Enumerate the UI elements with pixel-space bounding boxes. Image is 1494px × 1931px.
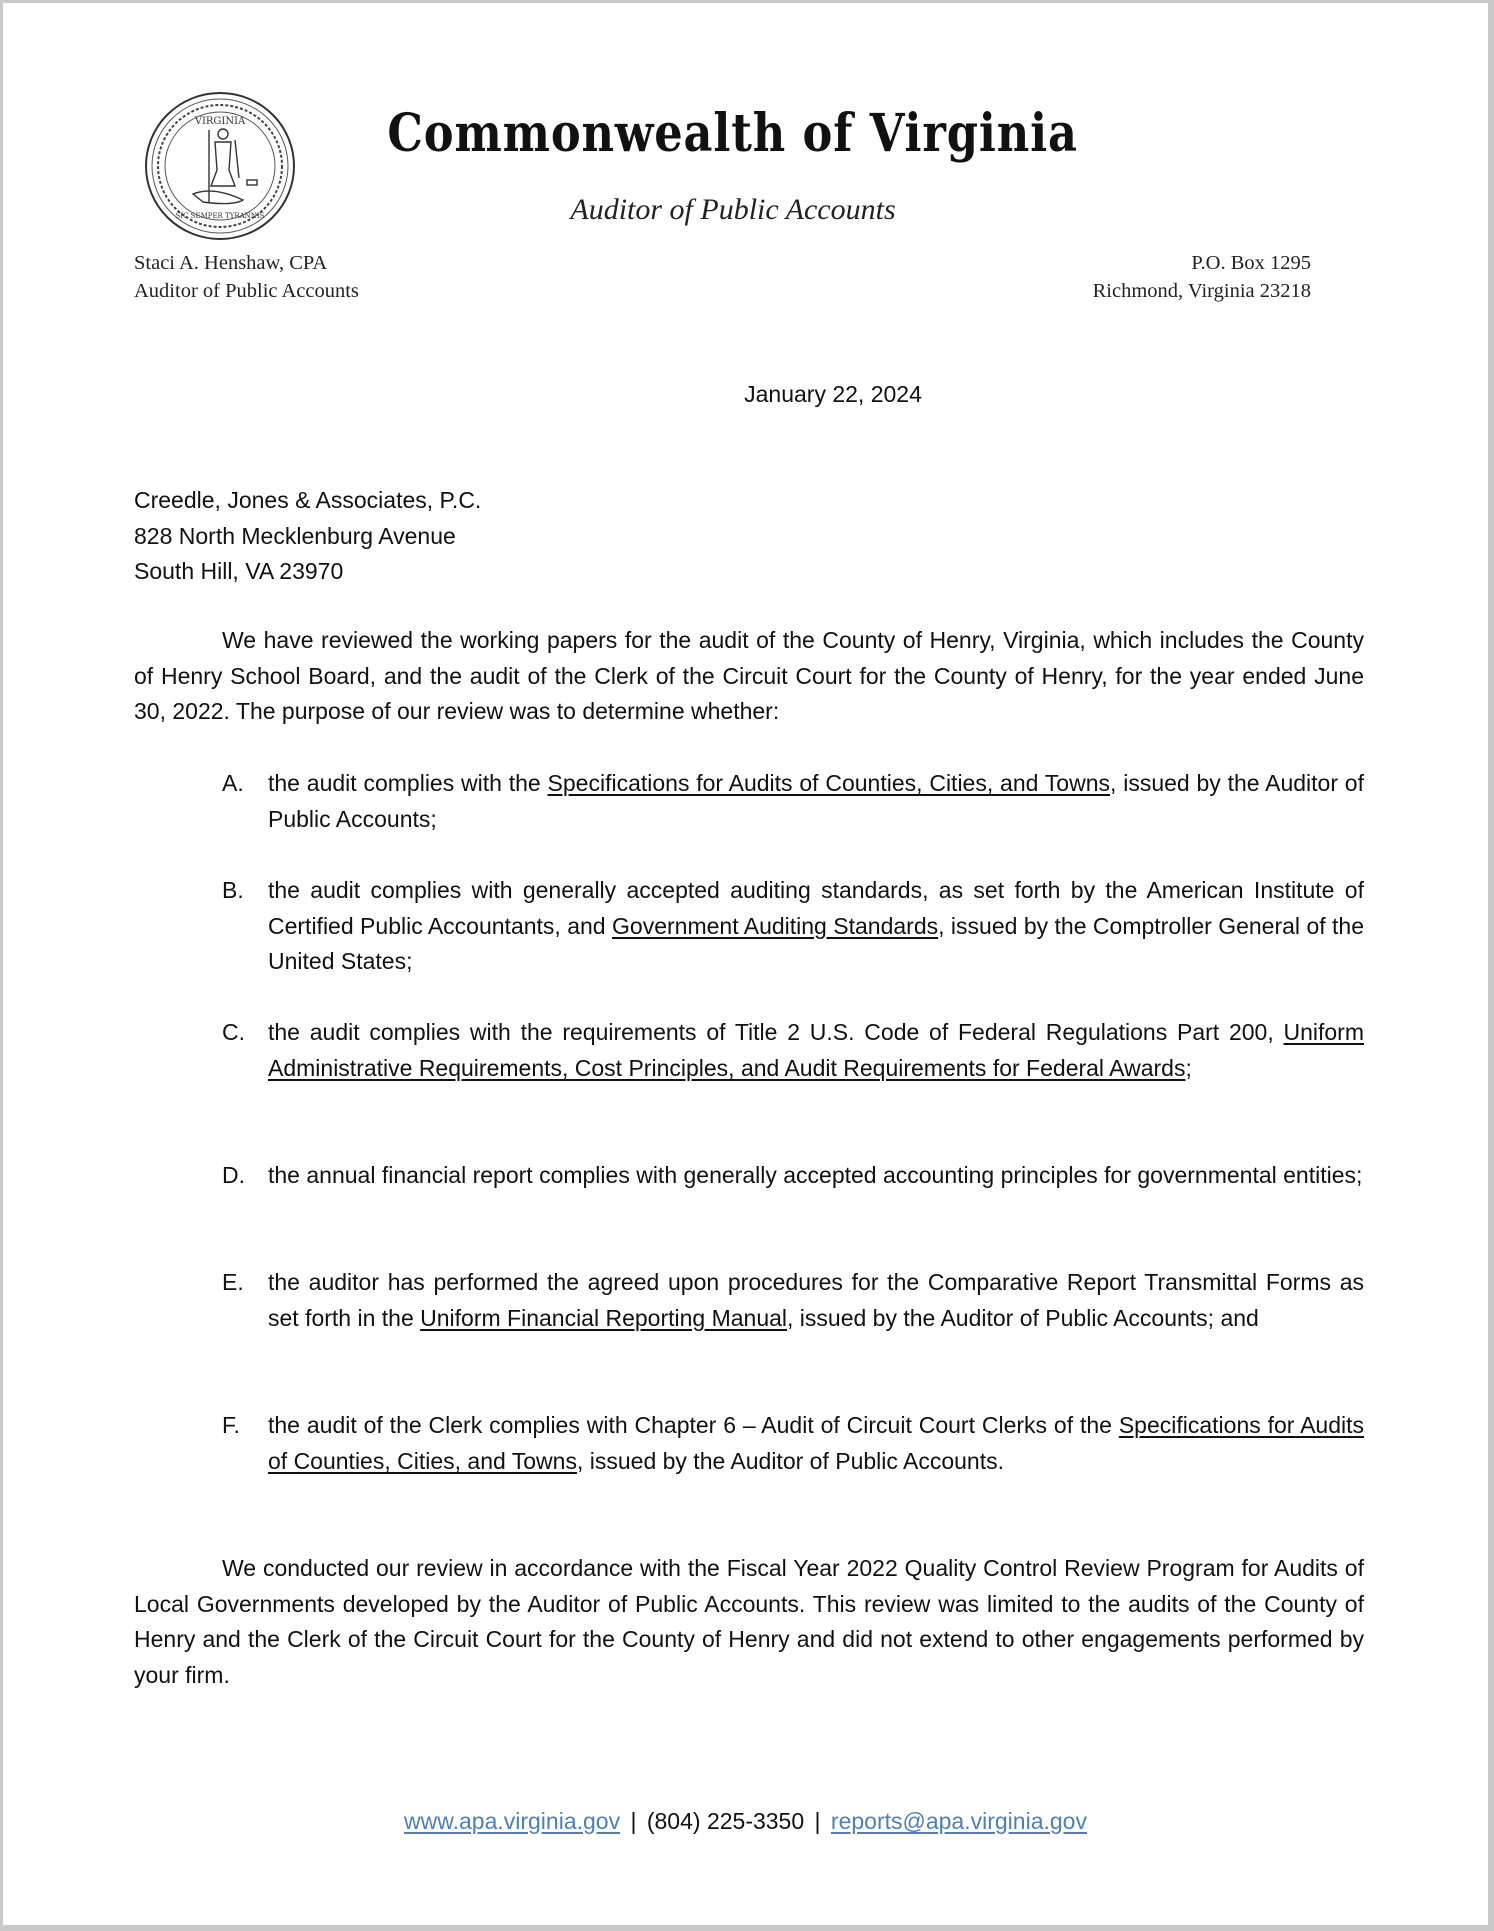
footer-contact [3,1808,1488,1835]
auditor-title: Auditor of Public Accounts [134,280,359,302]
list-item-text-end: , issued by the Auditor of Public Accounts; and [787,1304,1259,1331]
publication-title: Specifications for Audits of Counties, Cities, and Towns [268,1412,1364,1474]
list-item-label: D. [222,1162,245,1188]
addressee-firm: Creedle, Jones & Associates, P.C. [134,487,482,513]
list-item-label: B. [222,877,244,903]
addressee-block [134,483,481,590]
intro-paragraph [134,623,1364,730]
publication-title: Uniform Financial Reporting Manual [420,1304,788,1331]
footer-separator: | [630,1808,637,1834]
publication-title: Uniform Administrative Requirements, Cost Principles, and Audit Requirements for Federal Awards [268,1019,1364,1081]
list-item-label: A. [222,770,244,796]
website-link[interactable]: www.apa.virginia.gov [404,1808,621,1834]
po-box: P.O. Box 1295 [1191,252,1311,274]
addressee-street: 828 North Mecklenburg Avenue [134,522,456,549]
list-item-text: the annual financial report complies with generally accepted accounting principles for governmental entities; [268,1162,1363,1188]
footer-separator: | [814,1808,821,1834]
list-item-text: the audit of the Clerk complies with Chapter 6 – Audit of Circuit Court Clerks of the [268,1412,1119,1438]
letter-date: January 22, 2024 [744,381,922,407]
list-item-text-end: ; [1185,1054,1192,1081]
list-item-text: the audit complies with generally accepted auditing standards, as set forth by the American Institute of Certified Public Accountants, and [268,877,1364,939]
seal-top-text: VIRGINIA [194,116,246,127]
letterhead-subtitle: Auditor of Public Accounts [570,193,896,226]
list-item [222,1015,1364,1086]
letterhead-title: Commonwealth of Virginia [387,103,1078,164]
list-item-text-end: , issued by the Auditor of Public Accounts. [576,1447,1004,1474]
closing-paragraph [134,1551,1364,1694]
list-item-text: the audit complies with the [268,770,548,796]
publication-title: Specifications for Audits of Counties, Cities, and Towns [547,770,1111,796]
list-item-text-end: , issued by the Comptroller General of the United States; [268,912,1365,975]
list-item-text: the audit complies with the requirements of Title 2 U.S. Code of Federal Regulations Part 200, [268,1019,1284,1045]
publication-title: Government Auditing Standards [612,912,939,939]
list-item [222,1158,1364,1194]
list-item [222,766,1364,837]
letter-page [3,3,1488,1925]
auditor-name: Staci A. Henshaw, CPA [134,252,328,274]
list-item-label: F. [222,1412,240,1438]
closing-paragraph-text: We conducted our review in accordance with the Fiscal Year 2022 Quality Control Review Program for Audits of Local Governments developed by the Auditor of Public Accounts. This review was limited to the audits of the County of Henry and the Clerk of the Circuit Court for the County of Henry and did not extend to other engagements performed by your firm. [134,1555,1364,1689]
list-item-text: the auditor has performed the agreed upon procedures for the Comparative Report Transmittal Forms as set forth in the [268,1269,1364,1331]
list-item [222,1265,1364,1336]
list-item-label: C. [222,1019,245,1045]
mailing-address [1093,249,1311,305]
list-item [222,1408,1364,1479]
list-item [222,873,1364,980]
email-link[interactable]: reports@apa.virginia.gov [830,1808,1087,1834]
phone-number: (804) 225-3350 [646,1808,805,1834]
city-state-zip: Richmond, Virginia 23218 [1092,280,1311,302]
intro-paragraph-text: We have reviewed the working papers for the audit of the County of Henry, Virginia, which includes the County of Henry School Board, and the audit of the Clerk of the Circuit Court for the County of Henry, for the year ended June 30, 2022. The purpose of our review was to determine whether: [134,627,1364,725]
addressee-city: South Hill, VA 23970 [134,558,344,585]
list-item-label: E. [222,1269,244,1295]
auditor-info [134,249,359,305]
list-item-text-end: , issued by the Auditor of Public Accounts; [268,770,1364,832]
seal-bottom-text: SIC SEMPER TYRANNIS [175,212,265,220]
